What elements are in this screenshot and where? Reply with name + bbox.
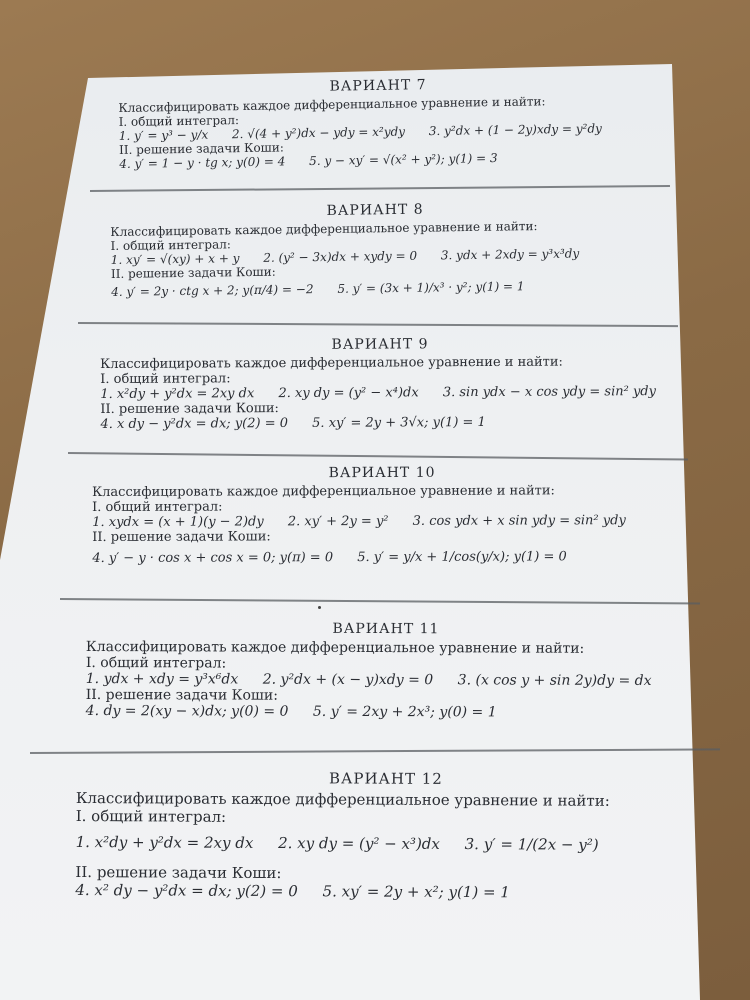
equation-5: 5. y − xy′ = √(x² + y²); y(1) = 3: [309, 151, 498, 169]
section-general-integral: I. общий интеграл:: [92, 499, 223, 515]
variant-title: ВАРИАНТ 10: [328, 464, 436, 482]
equation-4: 4. x² dy − y²dx = dx; y(2) = 0: [75, 880, 298, 901]
equation-5: 5. xy′ = 2y + 3√x; y(1) = 1: [312, 414, 486, 431]
equation-3: 3. cos ydx + x sin ydy = sin² ydy: [412, 513, 626, 529]
equation-3: 3. ydx + 2xdy = y³x³dy: [440, 246, 580, 263]
equation-4: 4. y′ − y · cos x + cos x = 0; y(π) = 0: [92, 550, 334, 566]
section-cauchy-problem: II. решение задачи Коши:: [92, 529, 271, 545]
variant-title: ВАРИАНТ 11: [332, 620, 440, 638]
equation-3: 3. sin ydx − x cos ydy = sin² ydy: [442, 384, 656, 401]
variant-title: ВАРИАНТ 12: [328, 769, 443, 788]
equations-cauchy: [92, 549, 672, 566]
section-general-integral: I. общий интеграл:: [75, 806, 227, 826]
section-general-integral: I. общий интеграл:: [85, 654, 227, 672]
task-text: Классифицировать каждое дифференциальное уравнение и найти:: [118, 94, 546, 115]
equation-4: 4. dy = 2(xy − x)dx; y(0) = 0: [85, 702, 289, 720]
equation-3: 3. (x cos y + sin 2y)dy = dx: [457, 672, 652, 689]
equation-2: 2. xy dy = (y² − x³)dx: [278, 834, 440, 853]
equations-general: [100, 384, 660, 402]
task-text: Классифицировать каждое дифференциальное уравнение и найти:: [75, 788, 610, 810]
equation-2: 2. xy′ + 2y = y²: [287, 513, 389, 530]
variant-7: [118, 74, 639, 171]
task-text: Классифицировать каждое дифференциальное уравнение и найти:: [85, 638, 585, 657]
variant-8: [110, 199, 641, 299]
section-general-integral: I. общий интеграл:: [100, 371, 231, 387]
task-text: Классифицировать каждое дифференциальное уравнение и найти:: [110, 219, 538, 239]
equation-1: 1. x²dy + y²dx = 2xy dx: [100, 386, 255, 402]
task-text: Классифицировать каждое дифференциальное уравнение и найти:: [100, 354, 563, 372]
variant-11: [86, 620, 686, 721]
section-cauchy-problem: II. решение задачи Коши:: [100, 401, 279, 417]
equations-cauchy: [100, 414, 660, 432]
section-cauchy-problem: II. решение задачи Коши:: [110, 264, 276, 281]
section-general-integral: I. общий интеграл:: [110, 237, 231, 253]
equation-3: 3. y′ = 1/(2x − y²): [464, 835, 599, 854]
equations-cauchy: [75, 881, 695, 902]
variant-title: ВАРИАНТ 9: [331, 336, 429, 353]
section-cauchy-problem: II. решение задачи Коши:: [75, 862, 282, 883]
equation-4: 4. y′ = 1 − y · tg x; y(0) = 4: [119, 154, 286, 171]
equation-4: 4. x dy − y²dx = dx; y(2) = 0: [100, 416, 289, 432]
task-text: Классифицировать каждое дифференциальное уравнение и найти:: [92, 483, 555, 500]
variant-12: [75, 768, 696, 902]
equation-5: 5. y′ = y/x + 1/cos(y/x); y(1) = 0: [357, 549, 567, 566]
equations-cauchy: [86, 703, 686, 721]
equation-5: 5. xy′ = 2y + x²; y(1) = 1: [322, 882, 510, 902]
equation-3: 3. y²dx + (1 − 2y)xdy = y²dy: [428, 121, 602, 139]
variant-9: [100, 335, 660, 432]
equation-2: 2. xy dy = (y² − x⁴)dx: [278, 385, 419, 402]
equation-1: 1. ydx + xdy = y³x⁶dx: [85, 670, 239, 688]
equation-2: 2. y²dx + (x − y)xdy = 0: [262, 671, 434, 689]
equation-4: 4. y′ = 2y · ctg x + 2; y(π/4) = −2: [111, 282, 314, 299]
equation-5: 5. y′ = 2xy + 2x³; y(0) = 1: [312, 703, 497, 721]
equation-1: 1. xy′ = √(xy) + x + y: [110, 251, 240, 267]
equation-1: 1. y′ = y³ − y/x: [118, 127, 209, 143]
section-general-integral: I. общий интеграл:: [118, 113, 240, 129]
equations-general: [92, 513, 672, 530]
equation-2: 2. √(4 + y²)dx − ydy = x²ydy: [231, 124, 406, 142]
section-cauchy-problem: II. решение задачи Коши:: [118, 140, 284, 157]
equation-5: 5. y′ = (3x + 1)/x³ · y²; y(1) = 1: [337, 279, 525, 296]
section-cauchy-problem: II. решение задачи Коши:: [85, 686, 278, 704]
variant-title: ВАРИАНТ 8: [326, 201, 424, 219]
equations-general: [76, 833, 696, 854]
equation-2: 2. (y² − 3x)dx + xydy = 0: [263, 248, 418, 265]
equation-1: 1. x²dy + y²dx = 2xy dx: [75, 832, 254, 852]
variant-title: ВАРИАНТ 7: [329, 77, 427, 95]
ink-dot: [318, 606, 321, 609]
variant-10: [92, 464, 672, 566]
equation-1: 1. xydx = (x + 1)(y − 2)dy: [92, 514, 264, 530]
